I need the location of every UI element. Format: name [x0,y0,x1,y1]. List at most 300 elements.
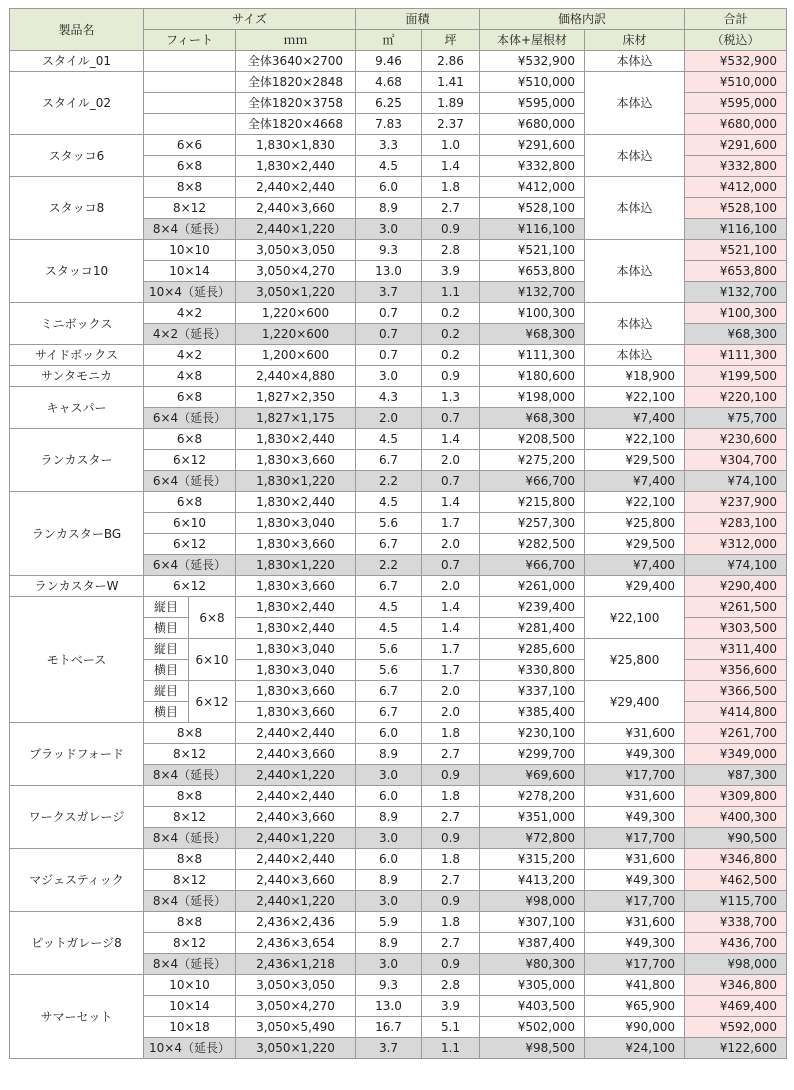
total-price-cell: ¥521,100 [685,240,787,261]
total-price-cell: ¥510,000 [685,72,787,93]
area-m2-cell: 8.9 [356,744,422,765]
feet-cell: 8×8 [144,723,236,744]
body-price-cell: ¥257,300 [480,513,585,534]
area-tsubo-cell: 2.0 [422,576,480,597]
area-m2-cell: 13.0 [356,261,422,282]
area-m2-cell: 6.0 [356,177,422,198]
total-price-cell: ¥436,700 [685,933,787,954]
body-price-cell: ¥521,100 [480,240,585,261]
feet-cell: 6×8 [144,156,236,177]
area-m2-cell: 3.7 [356,282,422,303]
area-tsubo-cell: 2.7 [422,198,480,219]
body-price-cell: ¥66,700 [480,471,585,492]
area-m2-cell: 9.3 [356,975,422,996]
mm-cell: 3,050×5,490 [236,1017,356,1038]
product-name-cell: スタッコ6 [10,135,144,177]
area-tsubo-cell: 0.9 [422,765,480,786]
total-price-cell: ¥469,400 [685,996,787,1017]
mm-cell: 全体1820×3758 [236,93,356,114]
total-price-cell: ¥653,800 [685,261,787,282]
feet-cell: 4×2 [144,303,236,324]
area-tsubo-cell: 5.1 [422,1017,480,1038]
feet-cell: 10×10 [144,240,236,261]
floor-price-cell: ¥29,400 [585,681,685,723]
body-price-cell: ¥180,600 [480,366,585,387]
feet-cell: 10×14 [144,996,236,1017]
body-price-cell: ¥100,300 [480,303,585,324]
area-m2-cell: 4.5 [356,492,422,513]
body-price-cell: ¥510,000 [480,72,585,93]
total-price-cell: ¥220,100 [685,387,787,408]
mm-cell: 2,440×2,440 [236,849,356,870]
body-price-cell: ¥80,300 [480,954,585,975]
feet-cell: 10×4（延長） [144,282,236,303]
floor-price-cell: ¥65,900 [585,996,685,1017]
mm-cell: 1,830×3,660 [236,681,356,702]
feet-cell: 4×2（延長） [144,324,236,345]
body-price-cell: ¥111,300 [480,345,585,366]
feet-cell: 8×8 [144,912,236,933]
area-tsubo-cell: 0.9 [422,954,480,975]
table-row [10,303,787,324]
body-price-cell: ¥413,200 [480,870,585,891]
mm-cell: 1,830×3,040 [236,513,356,534]
area-m2-cell: 5.6 [356,639,422,660]
table-body [10,51,787,1059]
area-m2-cell: 0.7 [356,303,422,324]
mm-cell: 1,830×2,440 [236,429,356,450]
grain-direction-cell: 縦目 [144,639,189,660]
floor-price-cell: ¥17,700 [585,891,685,912]
mm-cell: 2,440×3,660 [236,744,356,765]
body-price-cell: ¥98,000 [480,891,585,912]
mm-cell: 3,050×1,220 [236,282,356,303]
body-price-cell: ¥330,800 [480,660,585,681]
area-m2-cell: 6.0 [356,849,422,870]
body-price-cell: ¥291,600 [480,135,585,156]
mm-cell: 3,050×1,220 [236,1038,356,1059]
feet-cell: 8×12 [144,807,236,828]
table-row [10,72,787,93]
mm-cell: 全体3640×2700 [236,51,356,72]
total-price-cell: ¥304,700 [685,450,787,471]
floor-included-cell: 本体込 [585,177,685,240]
product-name-cell: ランカスターW [10,576,144,597]
table-row [10,576,787,597]
total-price-cell: ¥261,700 [685,723,787,744]
grain-direction-cell: 縦目 [144,597,189,618]
total-price-cell: ¥87,300 [685,765,787,786]
body-price-cell: ¥215,800 [480,492,585,513]
floor-price-cell: ¥22,100 [585,387,685,408]
mm-cell: 2,440×3,660 [236,870,356,891]
floor-included-cell: 本体込 [585,72,685,135]
area-tsubo-cell: 2.7 [422,744,480,765]
feet-cell: 6×4（延長） [144,408,236,429]
total-price-cell: ¥356,600 [685,660,787,681]
product-name-cell: マジェスティック [10,849,144,912]
body-price-cell: ¥278,200 [480,786,585,807]
floor-price-cell: ¥29,500 [585,450,685,471]
floor-price-cell: ¥17,700 [585,954,685,975]
area-tsubo-cell: 2.0 [422,681,480,702]
mm-cell: 1,830×3,040 [236,660,356,681]
area-m2-cell: 3.7 [356,1038,422,1059]
header-body-roof: 本体+屋根材 [480,30,585,51]
area-tsubo-cell: 2.0 [422,450,480,471]
area-tsubo-cell: 1.1 [422,1038,480,1059]
feet-cell: 8×4（延長） [144,891,236,912]
total-price-cell: ¥74,100 [685,471,787,492]
grain-direction-cell: 横目 [144,618,189,639]
feet-cell: 10×14 [144,261,236,282]
floor-price-cell: ¥29,500 [585,534,685,555]
area-m2-cell: 0.7 [356,324,422,345]
area-m2-cell: 8.9 [356,198,422,219]
mm-cell: 1,830×1,220 [236,471,356,492]
mm-cell: 3,050×3,050 [236,975,356,996]
total-price-cell: ¥290,400 [685,576,787,597]
feet-cell: 8×12 [144,744,236,765]
area-m2-cell: 4.5 [356,618,422,639]
area-m2-cell: 5.6 [356,660,422,681]
area-tsubo-cell: 1.8 [422,912,480,933]
table-header [10,9,787,51]
mm-cell: 2,436×1,218 [236,954,356,975]
product-name-cell: ワークスガレージ [10,786,144,849]
header-floor: 床材 [585,30,685,51]
mm-cell: 1,830×2,440 [236,492,356,513]
product-name-cell: スタイル_01 [10,51,144,72]
mm-cell: 2,440×1,220 [236,891,356,912]
area-m2-cell: 6.7 [356,534,422,555]
floor-price-cell: ¥90,000 [585,1017,685,1038]
feet-cell [144,51,236,72]
floor-price-cell: ¥31,600 [585,723,685,744]
area-m2-cell: 3.0 [356,219,422,240]
area-m2-cell: 8.9 [356,933,422,954]
area-tsubo-cell: 1.4 [422,492,480,513]
area-m2-cell: 6.25 [356,93,422,114]
area-tsubo-cell: 1.4 [422,618,480,639]
table-row [10,135,787,156]
floor-price-cell: ¥7,400 [585,555,685,576]
area-tsubo-cell: 2.86 [422,51,480,72]
total-price-cell: ¥90,500 [685,828,787,849]
table-row [10,597,787,618]
body-price-cell: ¥72,800 [480,828,585,849]
area-tsubo-cell: 1.8 [422,849,480,870]
feet-cell: 6×4（延長） [144,471,236,492]
floor-price-cell: ¥22,100 [585,597,685,639]
mm-cell: 1,830×2,440 [236,618,356,639]
feet-cell: 8×12 [144,198,236,219]
area-tsubo-cell: 0.9 [422,219,480,240]
total-price-cell: ¥346,800 [685,975,787,996]
mm-cell: 2,440×2,440 [236,786,356,807]
feet-cell: 6×6 [144,135,236,156]
total-price-cell: ¥349,000 [685,744,787,765]
table-row [10,492,787,513]
area-tsubo-cell: 0.7 [422,471,480,492]
feet-cell: 8×8 [144,849,236,870]
area-m2-cell: 5.9 [356,912,422,933]
mm-cell: 3,050×4,270 [236,996,356,1017]
floor-price-cell: ¥17,700 [585,828,685,849]
header-product-name: 製品名 [10,9,144,51]
mm-cell: 1,830×3,040 [236,639,356,660]
feet-cell: 6×10 [144,513,236,534]
feet-cell: 8×4（延長） [144,219,236,240]
total-price-cell: ¥291,600 [685,135,787,156]
mm-cell: 2,440×1,220 [236,219,356,240]
header-size: サイズ [144,9,356,30]
product-name-cell: ランカスター [10,429,144,492]
mm-cell: 2,436×3,654 [236,933,356,954]
floor-included-cell: 本体込 [585,303,685,345]
area-m2-cell: 6.0 [356,723,422,744]
table-row [10,366,787,387]
body-price-cell: ¥387,400 [480,933,585,954]
table-row [10,723,787,744]
area-m2-cell: 7.83 [356,114,422,135]
area-tsubo-cell: 2.8 [422,240,480,261]
area-m2-cell: 4.3 [356,387,422,408]
area-m2-cell: 6.0 [356,786,422,807]
feet-cell: 6×8 [144,492,236,513]
product-name-cell: サマーセット [10,975,144,1059]
table-row [10,177,787,198]
floor-included-cell: 本体込 [585,135,685,177]
area-tsubo-cell: 2.7 [422,807,480,828]
mm-cell: 1,830×1,220 [236,555,356,576]
body-price-cell: ¥351,000 [480,807,585,828]
feet-cell: 10×10 [144,975,236,996]
floor-price-cell: ¥25,800 [585,513,685,534]
mm-cell: 1,830×3,660 [236,702,356,723]
total-price-cell: ¥237,900 [685,492,787,513]
body-price-cell: ¥69,600 [480,765,585,786]
floor-included-cell: 本体込 [585,51,685,72]
area-tsubo-cell: 1.7 [422,639,480,660]
body-price-cell: ¥502,000 [480,1017,585,1038]
body-price-cell: ¥653,800 [480,261,585,282]
body-price-cell: ¥315,200 [480,849,585,870]
area-tsubo-cell: 2.37 [422,114,480,135]
total-price-cell: ¥283,100 [685,513,787,534]
feet-cell: 8×12 [144,870,236,891]
body-price-cell: ¥68,300 [480,408,585,429]
area-m2-cell: 6.7 [356,450,422,471]
floor-price-cell: ¥31,600 [585,786,685,807]
area-m2-cell: 2.0 [356,408,422,429]
area-tsubo-cell: 1.1 [422,282,480,303]
total-price-cell: ¥595,000 [685,93,787,114]
feet-cell [144,114,236,135]
area-m2-cell: 3.0 [356,765,422,786]
area-m2-cell: 8.9 [356,870,422,891]
area-tsubo-cell: 0.2 [422,345,480,366]
mm-cell: 1,830×2,440 [236,156,356,177]
area-m2-cell: 16.7 [356,1017,422,1038]
area-m2-cell: 9.46 [356,51,422,72]
floor-price-cell: ¥25,800 [585,639,685,681]
area-m2-cell: 2.2 [356,471,422,492]
feet-cell [144,93,236,114]
floor-price-cell: ¥31,600 [585,849,685,870]
mm-cell: 1,830×3,660 [236,534,356,555]
header-m2: ㎡ [356,30,422,51]
area-tsubo-cell: 0.7 [422,408,480,429]
header-area: 面積 [356,9,480,30]
area-m2-cell: 3.0 [356,891,422,912]
total-price-cell: ¥680,000 [685,114,787,135]
product-name-cell: ミニボックス [10,303,144,345]
area-tsubo-cell: 2.8 [422,975,480,996]
total-price-cell: ¥412,000 [685,177,787,198]
total-price-cell: ¥115,700 [685,891,787,912]
header-tsubo: 坪 [422,30,480,51]
area-m2-cell: 9.3 [356,240,422,261]
grain-direction-cell: 横目 [144,660,189,681]
feet-cell: 6×8 [144,429,236,450]
area-m2-cell: 2.2 [356,555,422,576]
total-price-cell: ¥132,700 [685,282,787,303]
product-name-cell: スタッコ10 [10,240,144,303]
area-m2-cell: 3.0 [356,954,422,975]
total-price-cell: ¥462,500 [685,870,787,891]
area-tsubo-cell: 3.9 [422,261,480,282]
body-price-cell: ¥261,000 [480,576,585,597]
feet-cell: 6×10 [189,639,236,681]
area-tsubo-cell: 1.8 [422,786,480,807]
mm-cell: 1,830×3,660 [236,450,356,471]
feet-cell: 8×8 [144,786,236,807]
floor-price-cell: ¥7,400 [585,471,685,492]
body-price-cell: ¥66,700 [480,555,585,576]
area-tsubo-cell: 1.41 [422,72,480,93]
product-name-cell: スタイル_02 [10,72,144,135]
mm-cell: 2,436×2,436 [236,912,356,933]
table-row [10,240,787,261]
feet-cell: 6×12 [144,576,236,597]
table-row [10,975,787,996]
product-name-cell: ピットガレージ8 [10,912,144,975]
product-name-cell: サンタモニカ [10,366,144,387]
total-price-cell: ¥303,500 [685,618,787,639]
body-price-cell: ¥132,700 [480,282,585,303]
total-price-cell: ¥400,300 [685,807,787,828]
mm-cell: 2,440×2,440 [236,177,356,198]
area-m2-cell: 6.7 [356,576,422,597]
total-price-cell: ¥68,300 [685,324,787,345]
area-tsubo-cell: 3.9 [422,996,480,1017]
area-tsubo-cell: 1.8 [422,177,480,198]
table-row [10,429,787,450]
total-price-cell: ¥312,000 [685,534,787,555]
feet-cell: 8×4（延長） [144,828,236,849]
grain-direction-cell: 縦目 [144,681,189,702]
area-tsubo-cell: 1.4 [422,597,480,618]
floor-price-cell: ¥22,100 [585,429,685,450]
body-price-cell: ¥412,000 [480,177,585,198]
area-m2-cell: 4.5 [356,597,422,618]
floor-included-cell: 本体込 [585,240,685,303]
area-m2-cell: 4.5 [356,156,422,177]
area-tsubo-cell: 1.0 [422,135,480,156]
body-price-cell: ¥239,400 [480,597,585,618]
total-price-cell: ¥98,000 [685,954,787,975]
product-name-cell: ブラッドフォード [10,723,144,786]
total-price-cell: ¥311,400 [685,639,787,660]
mm-cell: 1,827×2,350 [236,387,356,408]
product-name-cell: キャスパー [10,387,144,429]
mm-cell: 1,827×1,175 [236,408,356,429]
floor-price-cell: ¥17,700 [585,765,685,786]
body-price-cell: ¥299,700 [480,744,585,765]
mm-cell: 2,440×3,660 [236,198,356,219]
feet-cell: 8×12 [144,933,236,954]
mm-cell: 全体1820×2848 [236,72,356,93]
feet-cell: 6×8 [189,597,236,639]
body-price-cell: ¥532,900 [480,51,585,72]
mm-cell: 1,830×1,830 [236,135,356,156]
floor-price-cell: ¥49,300 [585,870,685,891]
feet-cell: 6×12 [144,450,236,471]
total-price-cell: ¥309,800 [685,786,787,807]
body-price-cell: ¥528,100 [480,198,585,219]
header-mm: ｍｍ [236,30,356,51]
area-m2-cell: 5.6 [356,513,422,534]
area-tsubo-cell: 2.0 [422,534,480,555]
product-name-cell: スタッコ8 [10,177,144,240]
area-tsubo-cell: 0.9 [422,366,480,387]
feet-cell: 8×8 [144,177,236,198]
header-price-breakdown: 価格内訳 [480,9,685,30]
feet-cell: 6×4（延長） [144,555,236,576]
feet-cell: 6×12 [144,534,236,555]
mm-cell: 1,220×600 [236,303,356,324]
total-price-cell: ¥230,600 [685,429,787,450]
mm-cell: 1,830×3,660 [236,576,356,597]
floor-price-cell: ¥49,300 [585,933,685,954]
floor-price-cell: ¥49,300 [585,744,685,765]
table-row [10,912,787,933]
mm-cell: 全体1820×4668 [236,114,356,135]
floor-price-cell: ¥24,100 [585,1038,685,1059]
floor-price-cell: ¥22,100 [585,492,685,513]
header-total: 合計 [685,9,787,30]
area-tsubo-cell: 2.0 [422,702,480,723]
product-name-cell: ランカスターBG [10,492,144,576]
area-tsubo-cell: 1.89 [422,93,480,114]
mm-cell: 3,050×4,270 [236,261,356,282]
price-table [9,8,787,1059]
total-price-cell: ¥74,100 [685,555,787,576]
area-tsubo-cell: 0.9 [422,828,480,849]
floor-price-cell: ¥31,600 [585,912,685,933]
area-m2-cell: 8.9 [356,807,422,828]
total-price-cell: ¥592,000 [685,1017,787,1038]
total-price-cell: ¥75,700 [685,408,787,429]
floor-price-cell: ¥49,300 [585,807,685,828]
table-row [10,51,787,72]
feet-cell: 4×8 [144,366,236,387]
total-price-cell: ¥338,700 [685,912,787,933]
product-name-cell: モトベース [10,597,144,723]
mm-cell: 3,050×3,050 [236,240,356,261]
body-price-cell: ¥403,500 [480,996,585,1017]
